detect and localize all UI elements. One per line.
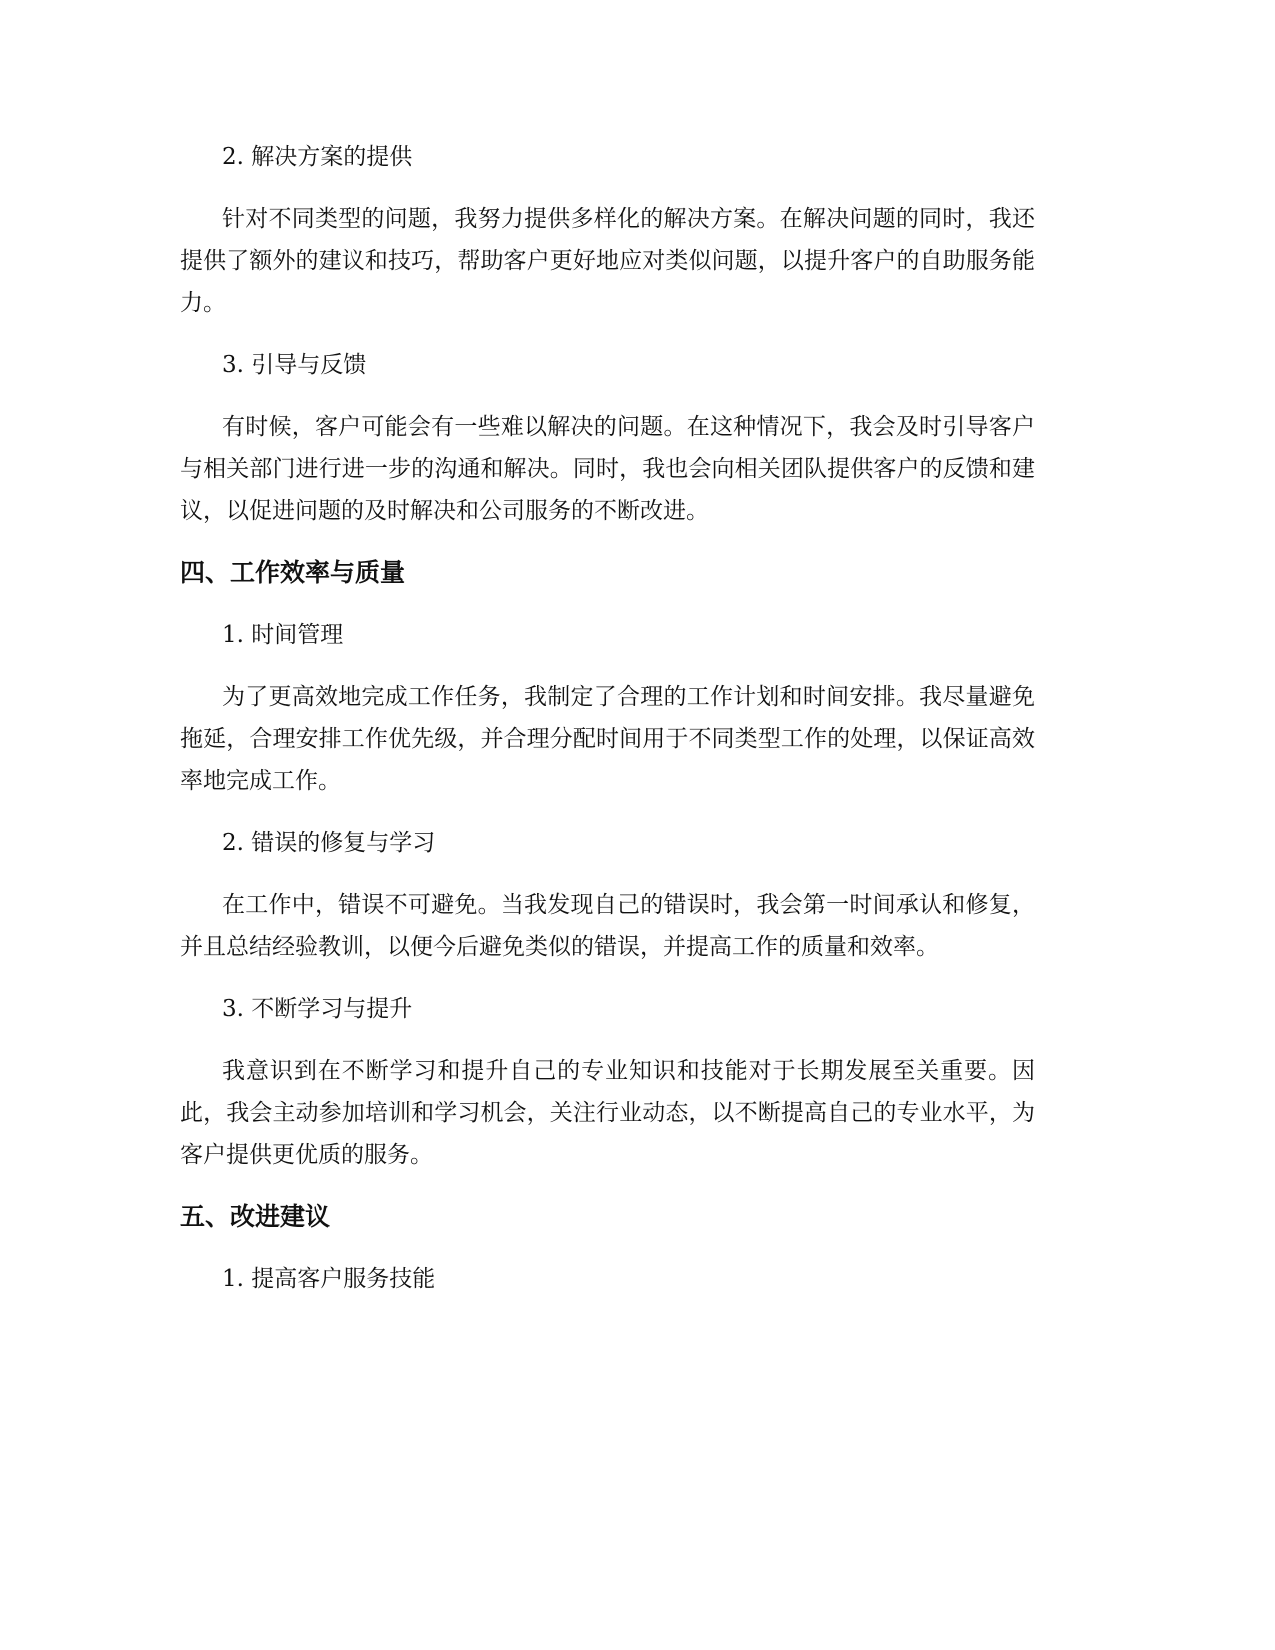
subheading-service-skills: 1. 提高客户服务技能 <box>222 1266 436 1292</box>
paragraph-time-management: 为了更高效地完成工作任务，我制定了合理的工作计划和时间安排。我尽量避免拖延，合理安排工作优先级，并合理分配时间用于不同类型工作的处理，以保证高效率地完成工作。 <box>180 684 1035 794</box>
subheading-error-fixing: 2. 错误的修复与学习 <box>222 830 436 856</box>
subheading-solutions: 2. 解决方案的提供 <box>222 144 413 170</box>
section-heading-efficiency-quality: 四、工作效率与质量 <box>180 558 406 587</box>
subheading-continuous-learning: 3. 不断学习与提升 <box>222 996 413 1022</box>
paragraph-guidance-feedback: 有时候，客户可能会有一些难以解决的问题。在这种情况下，我会及时引导客户与相关部门进行进一步的沟通和解决。同时，我也会向相关团队提供客户的反馈和建议，以促进问题的及时解决和公司服务的不断改进。 <box>180 414 1035 524</box>
document-page <box>180 136 1035 1320</box>
paragraph-error-fixing: 在工作中，错误不可避免。当我发现自己的错误时，我会第一时间承认和修复，并且总结经验教训，以便今后避免类似的错误，并提高工作的质量和效率。 <box>180 892 1035 960</box>
subheading-guidance-feedback: 3. 引导与反馈 <box>222 352 367 378</box>
paragraph-solutions: 针对不同类型的问题，我努力提供多样化的解决方案。在解决问题的同时，我还提供了额外的建议和技巧，帮助客户更好地应对类似问题，以提升客户的自助服务能力。 <box>180 206 1035 316</box>
subheading-time-management: 1. 时间管理 <box>222 622 344 648</box>
paragraph-continuous-learning: 我意识到在不断学习和提升自己的专业知识和技能对于长期发展至关重要。因此，我会主动参加培训和学习机会，关注行业动态，以不断提高自己的专业水平，为客户提供更优质的服务。 <box>180 1058 1035 1168</box>
section-heading-improvement: 五、改进建议 <box>180 1202 331 1231</box>
